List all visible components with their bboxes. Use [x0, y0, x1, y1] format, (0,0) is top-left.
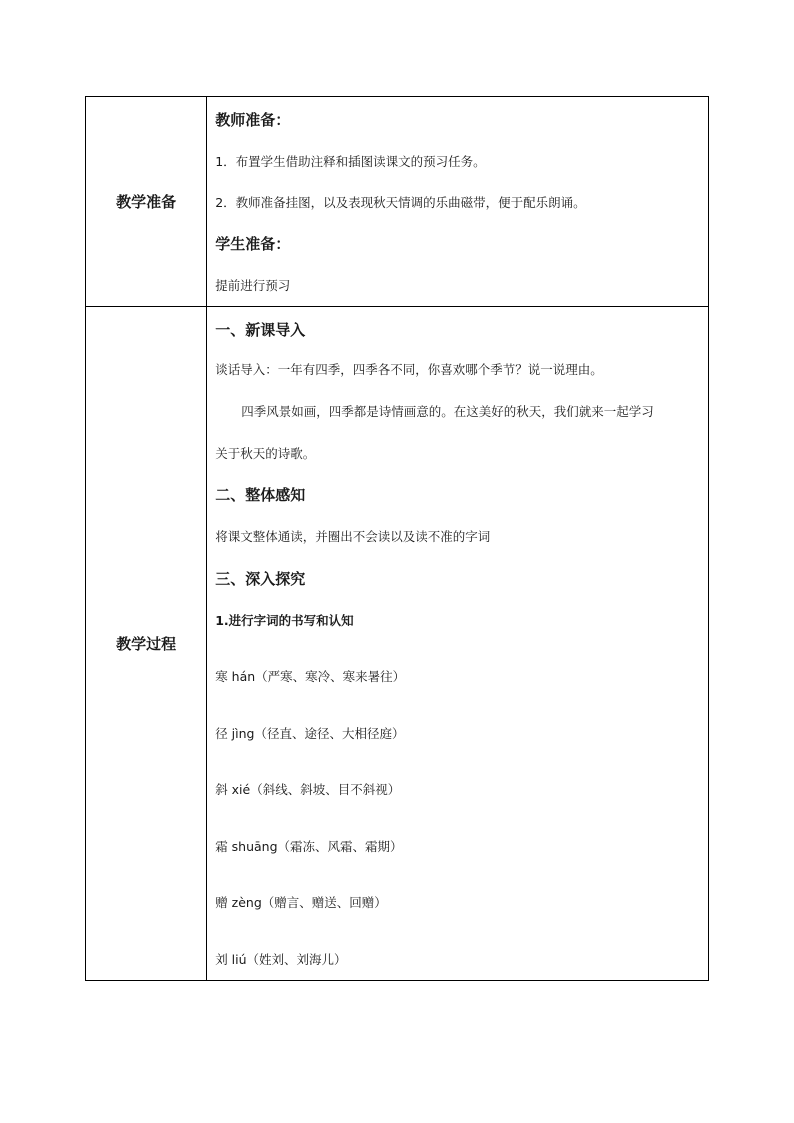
row-label-process: 教学过程: [86, 307, 207, 981]
teacher-prep-heading: 教师准备：: [215, 111, 291, 129]
vocab-item: 霜 shuāng（霜冻、风霜、霜期）: [215, 839, 403, 854]
row-label-preparation: 教学准备: [86, 97, 207, 307]
vocab-item: 斜 xié（斜线、斜坡、目不斜视）: [215, 782, 401, 797]
vocab-subheading: 1.进行字词的书写和认知: [215, 613, 354, 628]
intro-paragraph: 谈话导入：一年有四季，四季各不同，你喜欢哪个季节？说一说理由。: [215, 362, 603, 377]
section-heading-overview: 二、整体感知: [215, 486, 306, 504]
table-row-process: [86, 307, 709, 981]
vocab-item: 刘 liú（姓刘、刘海儿）: [215, 952, 347, 967]
section-heading-intro: 一、新课导入: [215, 321, 306, 339]
teacher-prep-item-1: 1．布置学生借助注释和插图读课文的预习任务。: [215, 154, 486, 169]
vocab-item: 径 jìng（径直、途径、大相径庭）: [215, 726, 405, 741]
process-content-cell: [207, 307, 709, 981]
intro-paragraph-2-line-1: 四季风景如画，四季都是诗情画意的。在这美好的秋天，我们就来一起学习: [241, 404, 654, 419]
section-heading-explore: 三、深入探究: [215, 570, 306, 588]
vocab-item: 赠 zèng（赠言、赠送、回赠）: [215, 895, 387, 910]
preparation-content-cell: [207, 97, 709, 307]
intro-paragraph-2-line-2: 关于秋天的诗歌。: [215, 446, 316, 461]
vocab-item: 寒 hán（严寒、寒冷、寒来暑往）: [215, 669, 406, 684]
student-prep-heading: 学生准备：: [215, 235, 291, 253]
table-row-preparation: [86, 97, 709, 307]
student-prep-item: 提前进行预习: [215, 278, 291, 293]
overview-paragraph: 将课文整体通读，并圈出不会读以及读不准的字词: [215, 529, 491, 544]
lesson-plan-table: [85, 96, 709, 981]
teacher-prep-item-2: 2．教师准备挂图，以及表现秋天情调的乐曲磁带，便于配乐朗诵。: [215, 195, 586, 210]
